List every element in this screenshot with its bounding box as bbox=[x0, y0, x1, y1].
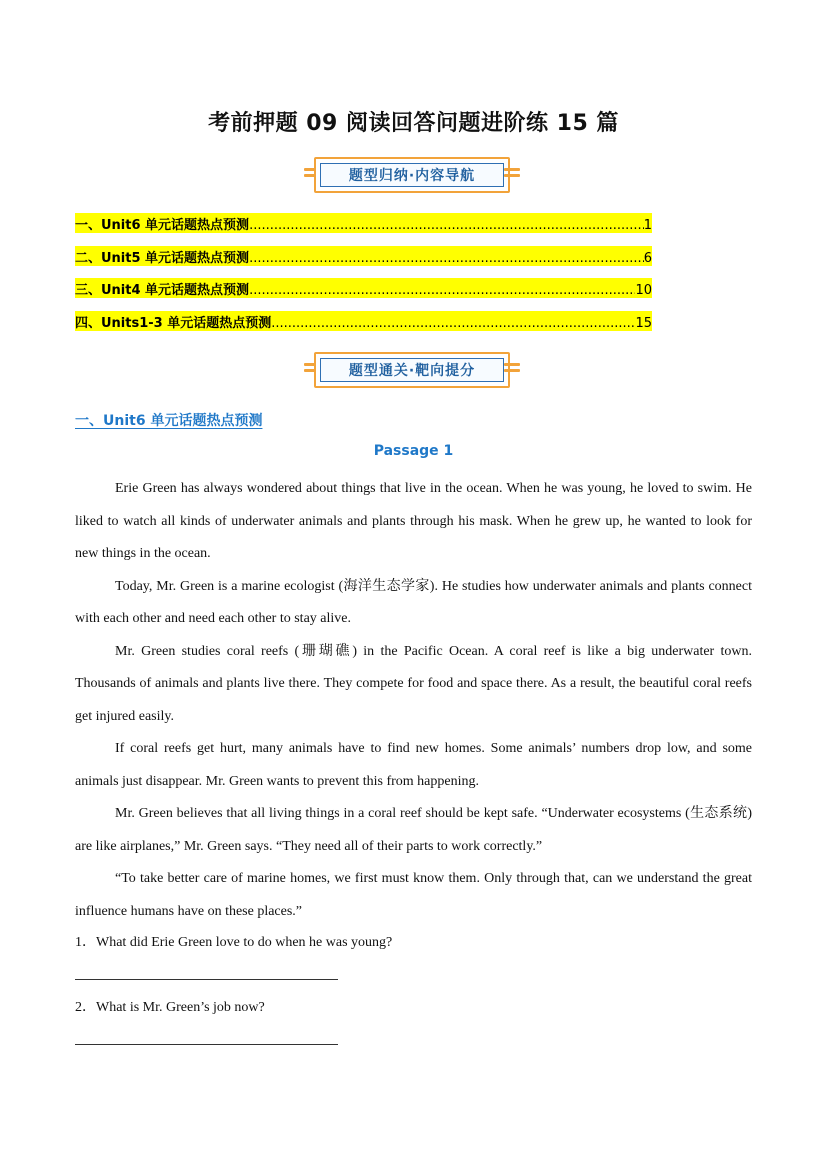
toc-entry-label: 二、Unit5 单元话题热点预测 bbox=[75, 250, 250, 266]
banner-decoration-right bbox=[504, 168, 520, 182]
toc-entry-page: 10 bbox=[635, 283, 652, 298]
paragraph: Mr. Green believes that all living things in a coral reef should be kept safe. “Underwater ecosystems (生态系统) are like airplanes,” Mr. Green says. “They need all of their parts to work correctly.” bbox=[75, 806, 752, 854]
toc-entry[interactable] bbox=[75, 311, 652, 331]
banner-label: 题型归纳·内容导航 bbox=[320, 163, 504, 187]
paragraph: Mr. Green studies coral reefs (珊瑚礁) in the Pacific Ocean. A coral reef is like a big underwater town. Thousands of animals and plants live there. They compete for food and space there. As a result, the beautiful coral reefs get injured easily. bbox=[75, 643, 752, 724]
question-2: 2．What is Mr. Green’s job now? bbox=[75, 1000, 265, 1015]
page-title: 考前押题 09 阅读回答问题进阶练 15 篇 bbox=[208, 111, 619, 136]
toc-entry-page: 15 bbox=[635, 315, 652, 331]
toc-entry-page: 6 bbox=[643, 250, 652, 266]
paragraph: Erie Green has always wondered about things that live in the ocean. When he was young, he loved to swim. He liked to watch all kinds of underwater animals and plants through his mask. When he grew up, he wanted to look for new things in the ocean. bbox=[75, 481, 752, 561]
section-heading: 一、Unit6 单元话题热点预测 bbox=[75, 413, 263, 429]
section-banner-practice bbox=[304, 352, 520, 388]
passage-title: Passage 1 bbox=[373, 443, 454, 459]
toc-entry-page: 1 bbox=[643, 218, 652, 233]
toc-entry[interactable] bbox=[75, 246, 652, 266]
toc-entry[interactable] bbox=[75, 278, 652, 298]
toc-entry-label: 三、Unit4 单元话题热点预测 bbox=[75, 283, 250, 298]
section-banner-navigation bbox=[304, 157, 520, 193]
toc-entry-label: 四、Units1-3 单元话题热点预测 bbox=[75, 315, 272, 331]
banner-label: 题型通关·靶向提分 bbox=[320, 358, 504, 382]
toc-entry[interactable] bbox=[75, 213, 652, 233]
paragraph: “To take better care of marine homes, we first must know them. Only through that, can we understand the great influence humans have on these places.” bbox=[75, 871, 752, 919]
table-of-contents bbox=[75, 213, 652, 343]
paragraph: If coral reefs get hurt, many animals have to find new homes. Some animals’ numbers drop low, and some animals just disappear. Mr. Green wants to prevent this from happening. bbox=[75, 741, 752, 789]
passage-body bbox=[75, 473, 752, 928]
paragraph: Today, Mr. Green is a marine ecologist (海洋生态学家). He studies how underwater animals and plants connect with each other and need each other to stay alive. bbox=[75, 578, 752, 626]
answer-line-2[interactable] bbox=[75, 1044, 338, 1045]
banner-decoration-right bbox=[504, 363, 520, 377]
question-1: 1．What did Erie Green love to do when he was young? bbox=[75, 935, 393, 950]
answer-line-1[interactable] bbox=[75, 979, 338, 980]
toc-entry-label: 一、Unit6 单元话题热点预测 bbox=[75, 218, 250, 233]
